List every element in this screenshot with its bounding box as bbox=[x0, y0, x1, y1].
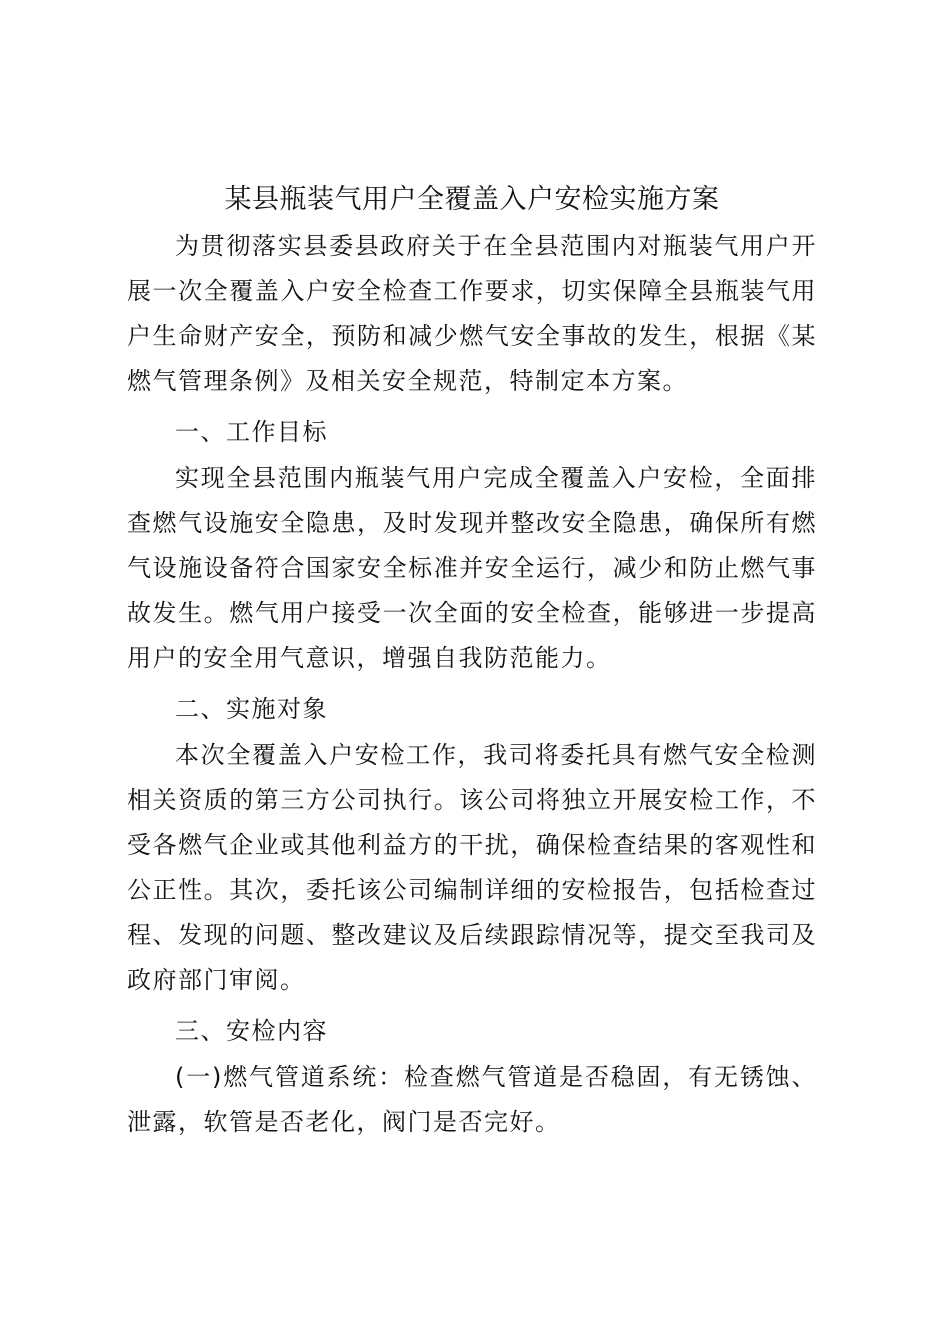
section-heading-content: 三、安检内容 bbox=[175, 1017, 328, 1045]
section-body-content: (一)燃气管道系统：检查燃气管道是否稳固，有无锈蚀、泄露，软管是否老化，阀门是否完好。 bbox=[127, 1063, 817, 1136]
section-heading-targets: 二、实施对象 bbox=[175, 695, 328, 723]
section-body-goals: 实现全县范围内瓶装气用户完成全覆盖入户安检，全面排查燃气设施安全隐患，及时发现并整改安全隐患，确保所有燃气设施设备符合国家安全标准并安全运行，减少和防止燃气事故发生。燃气用户接受一次全面的安全检查，能够进一步提高用户的安全用气意识，增强自我防范能力。 bbox=[127, 464, 817, 672]
document-title: 某县瓶装气用户全覆盖入户安检实施方案 bbox=[224, 184, 720, 215]
document-page bbox=[127, 178, 817, 1145]
intro-paragraph: 为贯彻落实县委县政府关于在全县范围内对瓶装气用户开展一次全覆盖入户安全检查工作要求，切实保障全县瓶装气用户生命财产安全，预防和减少燃气安全事故的发生，根据《某燃气管理条例》及相关安全规范，特制定本方案。 bbox=[127, 232, 817, 395]
section-body-targets: 本次全覆盖入户安检工作，我司将委托具有燃气安全检测相关资质的第三方公司执行。该公司将独立开展安检工作，不受各燃气企业或其他利益方的干扰，确保检查结果的客观性和公正性。其次，委托该公司编制详细的安检报告，包括检查过程、发现的问题、整改建议及后续跟踪情况等，提交至我司及政府部门审阅。 bbox=[127, 741, 817, 994]
section-heading-goals: 一、工作目标 bbox=[175, 418, 328, 446]
